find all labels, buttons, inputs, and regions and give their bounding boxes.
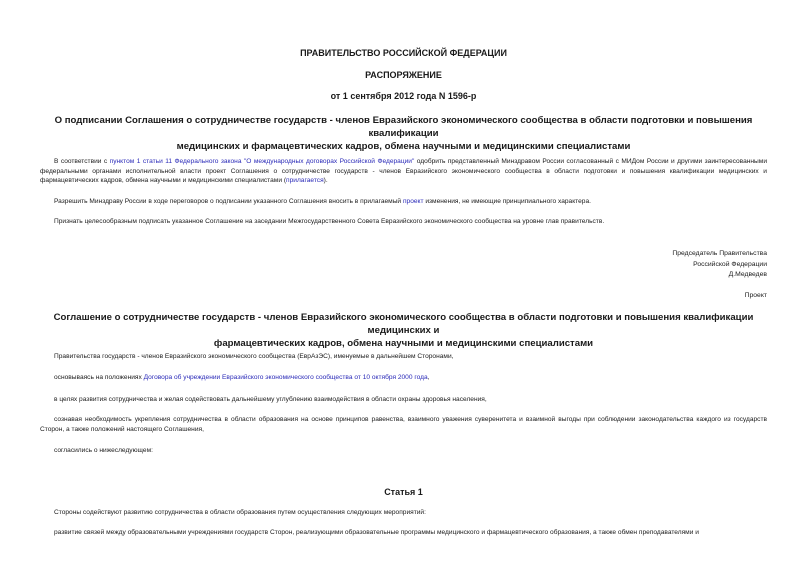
preamble-5: согласились о нижеследующем:	[54, 447, 153, 454]
draft-link[interactable]: проект	[402, 198, 424, 205]
law-link[interactable]: пунктом 1 статьи 11 Федерального закона "О международных договорах Российской Федерации"	[109, 158, 415, 165]
para1-text-b: одобрить представленный Минздравом России согласованный с МИДом России и другими заинтересованными федеральными органами исполнительной власти проект Соглашения о сотрудничестве государств - членов Евразийского экономического сообщества в области подготовки и повышения квалификации медицинских и фармацевтических кадров, обмена научными и медицинскими специалистами (	[40, 158, 767, 184]
order-paragraph-2	[54, 197, 767, 207]
signature-country: Российской Федерации	[693, 260, 767, 268]
article-1-paragraph-2: развитие связей между образовательными учреждениями государств Сторон, реализующими образовательные программы медицинского и фармацевтического образования, а также обмен преподавателями и	[54, 529, 699, 536]
signature-name: Д.Медведев	[728, 271, 767, 278]
draft-label: Проект	[744, 292, 767, 299]
order-title-line1: О подписании Соглашения о сотрудничестве государств - членов Евразийского экономического сообщества в области подготовки и повышения квалификации	[54, 115, 753, 139]
preamble2-text-a: основываясь на положениях	[54, 374, 144, 381]
para1-text-c: ).	[323, 177, 328, 184]
preamble-1: Правительства государств - членов Евразийского экономического сообщества (ЕврАзЭС), именуемые в дальнейшем Сторонами,	[54, 353, 454, 360]
agreement-title-line2: фармацевтических кадров, обмена научными и медицинскими специалистами	[213, 338, 594, 349]
para1-text-a: В соответствии с	[54, 158, 110, 165]
signature-block	[672, 249, 767, 281]
order-title-line2: медицинских и фармацевтических кадров, обмена научными и медицинскими специалистами	[176, 141, 631, 152]
attachment-link[interactable]: прилагается	[286, 177, 324, 184]
para2-text-b: изменения, не имеющие принципиального характера.	[423, 198, 591, 205]
article-1-heading: Статья 1	[384, 487, 423, 497]
treaty-link[interactable]: Договора об учреждении Евразийского экономического сообщества от 10 октября 2000 года	[143, 374, 428, 381]
preamble2-text-b: ,	[427, 374, 430, 381]
order-title	[40, 114, 767, 153]
preamble-3: в целях развития сотрудничества и желая содействовать дальнейшему углублению взаимодействия в области охраны здоровья населения,	[54, 396, 487, 403]
header-org: ПРАВИТЕЛЬСТВО РОССИЙСКОЙ ФЕДЕРАЦИИ	[300, 48, 507, 58]
header-doc-type: РАСПОРЯЖЕНИЕ	[365, 70, 442, 80]
preamble-2	[54, 373, 767, 383]
article-1-paragraph-1: Стороны содействуют развитию сотрудничества в области образования путем осуществления следующих мероприятий:	[54, 509, 426, 516]
preamble-4: сознавая необходимость укрепления сотрудничества в области образования на основе принципов равенства, взаимного уважения суверенитета и взаимной выгоды при соблюдении законодательства каждого из государств Сторон, а также положений настоящего Соглашения,	[40, 416, 767, 433]
agreement-title-line1: Соглашение о сотрудничестве государств - членов Евразийского экономического сообщества в области подготовки и повышения квалификации медицинских и	[53, 312, 754, 336]
signature-position: Председатель Правительства	[672, 250, 767, 257]
header-date-number: от 1 сентября 2012 года N 1596-р	[330, 91, 477, 101]
order-paragraph-1	[40, 157, 767, 186]
order-paragraph-3: Признать целесообразным подписать указанное Соглашение на заседании Межгосударственного Совета Евразийского экономического сообщества на уровне глав правительств.	[54, 218, 605, 225]
agreement-title	[40, 311, 767, 350]
para2-text-a: Разрешить Минздраву России в ходе переговоров о подписании указанного Соглашения вносить в прилагаемый	[54, 198, 403, 205]
